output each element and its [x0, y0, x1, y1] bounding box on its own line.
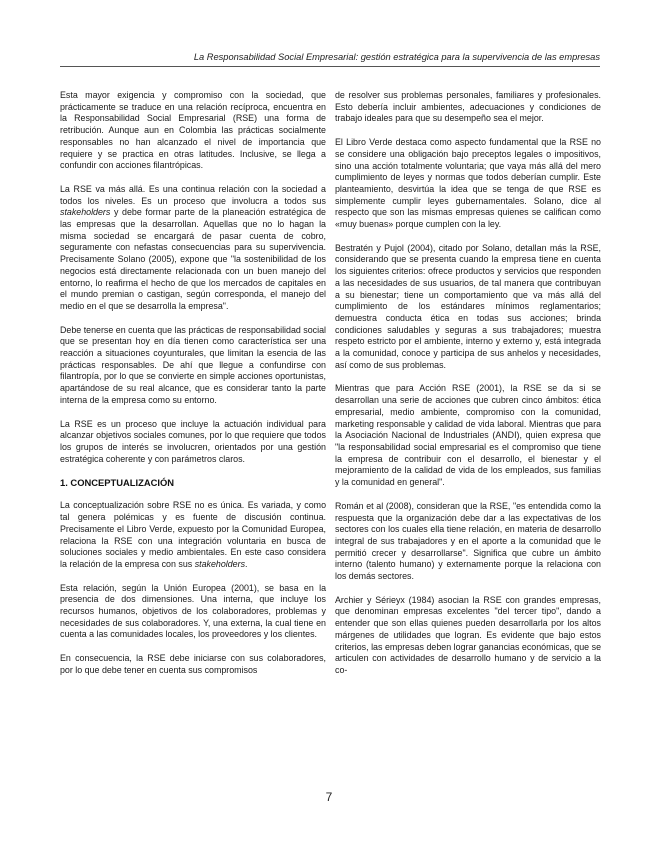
- paragraph: La RSE es un proceso que incluye la actuación individual para alcanzar objetivos sociales comunes, por lo que requiere que todos los grupos de interés se involucren, orientados por una gestión estratégica coherente y con parámetros claros.: [60, 418, 326, 464]
- emphasis-stakeholders: stakeholders: [194, 558, 246, 569]
- paragraph: En consecuencia, la RSE debe iniciarse con sus colaboradores, por lo que debe tener en cuenta sus compromisos: [60, 653, 326, 675]
- left-column: [60, 90, 326, 689]
- page-number: 7: [325, 790, 333, 804]
- paragraph: Archier y Sérieyx (1984) asocian la RSE con grandes empresas, que denominan empresas excelentes "del tercer tipo", dando a entender que son ellas quienes pueden desarrollarla por los altos márgenes de utilidades que logran. Es evidente que bajo estos criterios, las empresas deben lograr ganancias económicas, que se articulen con actividades de desarrollo humano y de servicio a la co-: [335, 594, 601, 675]
- text-run: La conceptualización sobre RSE no es única. Es variada, y como tal genera polémicas y es fuente de discusión continua. Precisamente el Libro Verde, expuesto por la Comunidad Europea, relaciona la RSE con una integración voluntaria en busca de soluciones sociales y medio ambientales. En este caso considera la relación de la empresa con sus: [60, 500, 326, 569]
- text-run: La RSE va más allá. Es una continua relación con la sociedad a todos los niveles. Es un proceso que involucra a todos sus: [60, 183, 326, 206]
- paragraph: [60, 500, 326, 570]
- paragraph: de resolver sus problemas personales, familiares y profesionales. Esto debería incluir ambientes, adecuaciones y condiciones de trabajo ideales para que su desempeño sea el mejor.: [335, 90, 601, 124]
- emphasis-stakeholders: stakeholders: [60, 207, 111, 218]
- paragraph: Mientras que para Acción RSE (2001), la RSE se da si se desarrollan una serie de acciones que cubren cinco ámbitos: ética empresarial, medio ambiente, compromiso con la comunidad, marketing responsable y calidad de vida laboral. Mientras que para la Asociación Nacional de Industriales (ANDI), quien expresa que "la responsabilidad social empresarial es el compromiso que tiene la empresa de contribuir con el desarrollo, el bienestar y el mejoramiento de la calidad de vida de los empleados, sus familias y la comunidad en general".: [335, 383, 601, 488]
- paragraph: [60, 184, 326, 313]
- right-column: [335, 90, 601, 689]
- paragraph: El Libro Verde destaca como aspecto fundamental que la RSE no se considere una obligación bajo preceptos legales o impositivos, sino una acción totalmente voluntaria; que vaya más allá del mero cumplimiento de leyes y normas que todos deberían cumplir. Este planteamiento, desvirtúa la idea que se tenga de que RSE es simplemente cumplir leyes gubernamentales. Solano, dice al respecto que son las mismas empresas quienes se califican como «muy buenas» porque cumplen con la ley.: [335, 137, 601, 230]
- paragraph: Esta relación, según la Unión Europea (2001), se basa en la presencia de dos dimensiones. Una interna, que incluye los recursos humanos, objetivos de los colaboradores, problemas y necesidades de sus colaboradores. Y, una externa, la cual tiene en cuenta a las comunidades locales, los proveedores y los clientes.: [60, 582, 326, 640]
- paragraph: Esta mayor exigencia y compromiso con la sociedad, que prácticamente se traduce en una relación recíproca, encuentra en la Responsabilidad Social Empresarial (RSE) una forma de retribución. Aunque aun en Colombia las prácticas socialmente responsables no han alcanzado el nivel de importancia que requiere y se practica en otras latitudes. Inclusive, se llega a confundir con acciones filantrópicas.: [60, 90, 326, 171]
- paragraph: Debe tenerse en cuenta que las prácticas de responsabilidad social que se presentan hoy en día tienen como característica ser una reacción a situaciones coyunturales, que limitan la esencia de las prácticas responsables. De ahí que llegue a confundirse con filantropía, por lo que se convierte en simple acciones oportunistas, apartándose de su real alcance, que es considerar tanto la parte interna de la empresa como su entorno.: [60, 324, 326, 405]
- header-rule: [60, 66, 600, 67]
- text-run: .: [245, 558, 248, 569]
- section-heading: 1. CONCEPTUALIZACIÓN: [60, 477, 175, 489]
- running-header: La Responsabilidad Social Empresarial: gestión estratégica para la supervivencia de las empresas: [193, 52, 600, 62]
- paragraph: Bestratén y Pujol (2004), citado por Solano, detallan más la RSE, considerando que se presenta cuando la empresa tiene en cuenta los siguientes criterios: ofrece productos y servicios que responden a las necesidades de sus usuarios, de tal manera que contribuyan a su bienestar; tiene un comportamiento que va más allá del cumplimiento de los estándares mínimos reglamentarios; demuestra conducta ética en todas sus acciones; brinda condiciones saludables y seguras a sus trabajadores; muestra respeto estricto por el ambiente, interno y externo y, está integrada a la comunidad, conoce y participa de sus anhelos y necesidades, así como de sus problemas.: [335, 242, 601, 370]
- text-run: y debe formar parte de la planeación estratégica de las empresas que la desarrollan. Aquellas que no lo hagan la misma sociedad se encargará de pasar cuenta de cobro, seguramente con nefastas consecuencias para su supervivencia. Precisamente Solano (2005), expone que "la sostenibilidad de los negocios está directamente relacionada con un buen manejo del entorno, lo reafirma el hecho de que los mercados de capitales en el mundo premian o castigan, según corresponda, el manejo del medio en el que se desarrolla la empresa".: [60, 207, 326, 311]
- paragraph: Román et al (2008), consideran que la RSE, "es entendida como la respuesta que la organización debe dar a las expectativas de los sectores con los cuales ella tiene relación, en materia de desarrollo integral de sus trabajadores y en el aporte a la comunidad que le permitió crecer y desarrollarse". Significa que cubre un ámbito interno (talento humano) y externamente porque la relaciona con los demás sectores.: [335, 500, 601, 582]
